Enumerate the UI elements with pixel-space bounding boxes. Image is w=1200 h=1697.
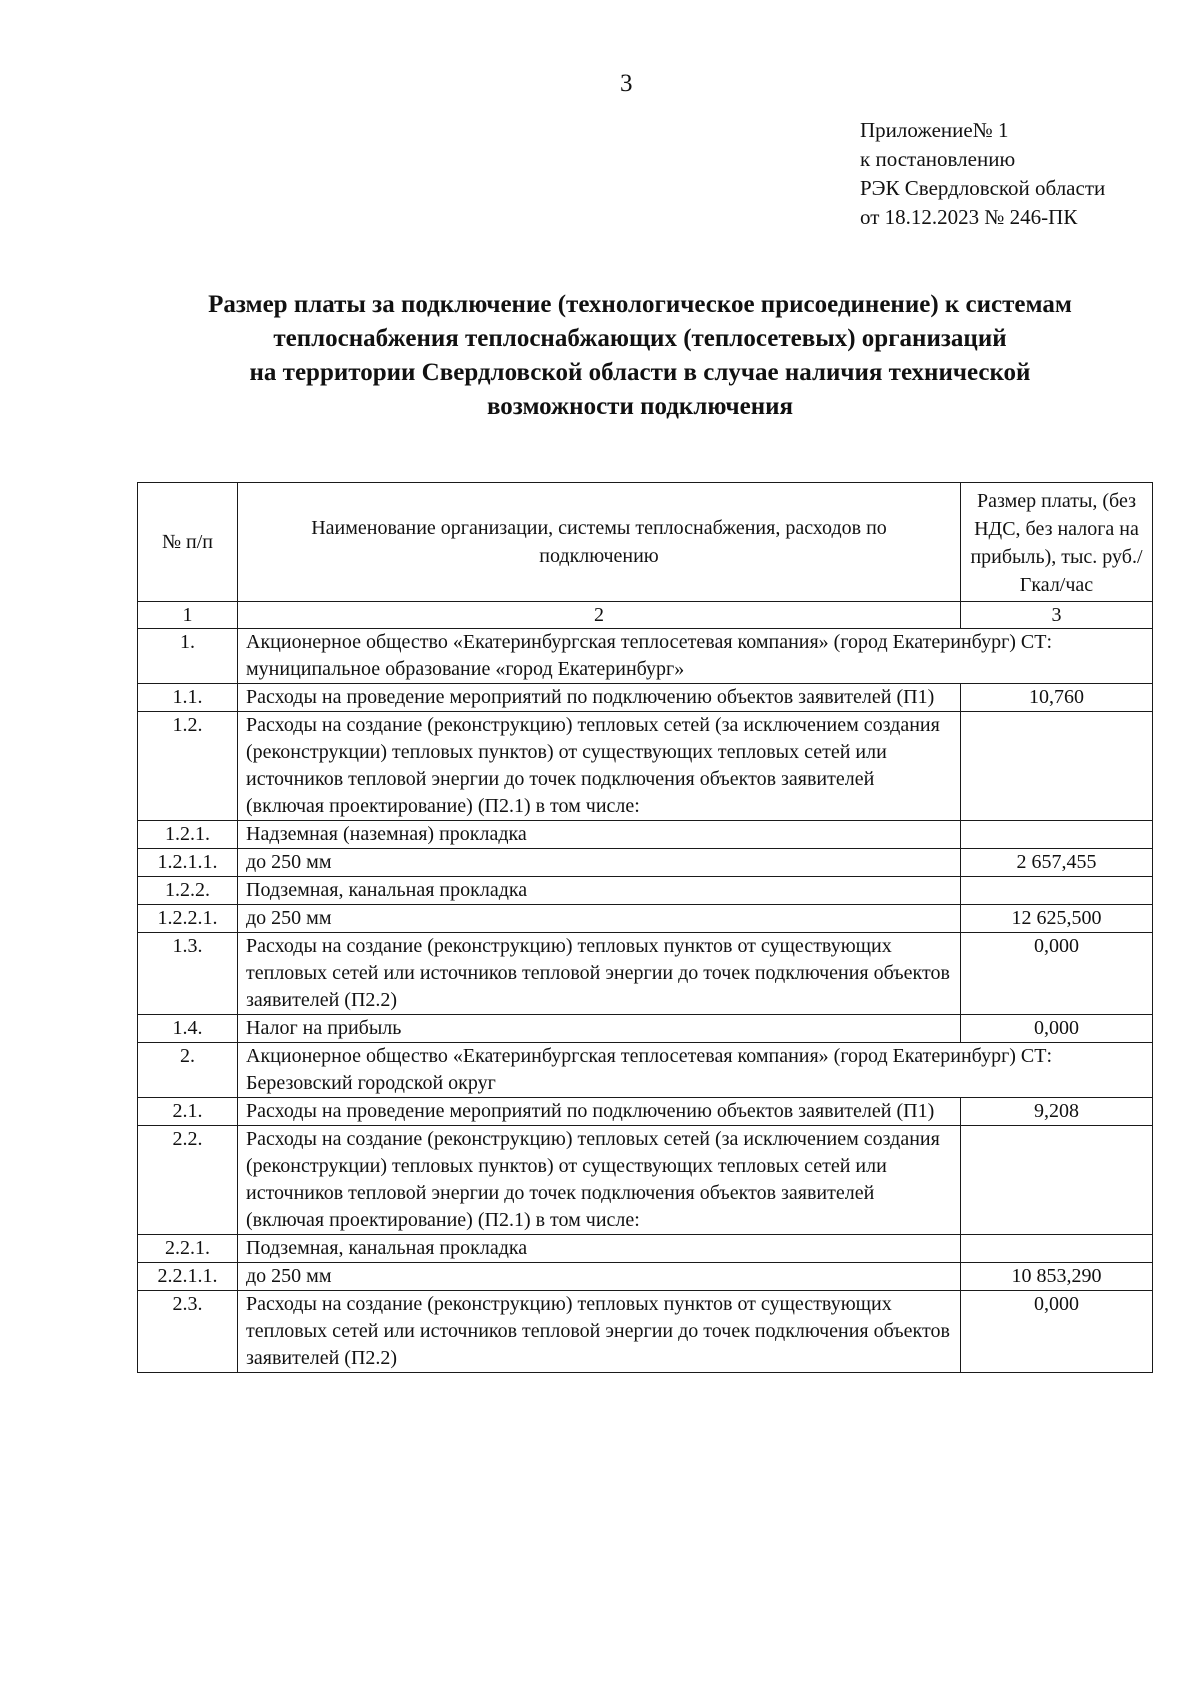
annex-line: РЭК Свердловской области — [860, 176, 1106, 200]
row-fee-value: 0,000 — [961, 1015, 1153, 1043]
row-number: 1. — [138, 629, 238, 684]
row-number: 1.2.1. — [138, 821, 238, 849]
table-row — [138, 849, 1153, 877]
column-index-row — [138, 602, 1153, 629]
annex-line: к постановлению — [860, 147, 1016, 171]
row-name: Расходы на создание (реконструкцию) тепловых сетей (за исключением создания (реконструкции) тепловых пунктов) от существующих тепловых сетей или источников тепловой энергии до точек подключения объектов заявителей (включая проектирование) (П2.1) в том числе: — [238, 1126, 961, 1235]
table-row — [138, 877, 1153, 905]
row-name: Расходы на создание (реконструкцию) тепловых пунктов от существующих тепловых сетей или источников тепловой энергии до точек подключения объектов заявителей (П2.2) — [238, 933, 961, 1015]
row-name: Расходы на проведение мероприятий по подключению объектов заявителей (П1) — [238, 684, 961, 712]
row-fee-value: 10,760 — [961, 684, 1153, 712]
title-line: на территории Свердловской области в случае наличия технической — [249, 359, 1031, 386]
page-number: 3 — [620, 70, 633, 97]
row-name: Расходы на создание (реконструкцию) тепловых пунктов от существующих тепловых сетей или источников тепловой энергии до точек подключения объектов заявителей (П2.2) — [238, 1291, 961, 1373]
table-row — [138, 1098, 1153, 1126]
row-fee-value: 2 657,455 — [961, 849, 1153, 877]
row-number: 1.3. — [138, 933, 238, 1015]
row-fee-value: 12 625,500 — [961, 905, 1153, 933]
row-name: Подземная, канальная прокладка — [238, 1235, 961, 1263]
row-number: 2. — [138, 1043, 238, 1098]
fee-table — [137, 482, 1153, 1373]
row-fee-value: 0,000 — [961, 933, 1153, 1015]
row-name: Акционерное общество «Екатеринбургская теплосетевая компания» (город Екатеринбург) СТ: муниципальное образование «город Екатеринбург» — [238, 629, 1153, 684]
row-number: 2.3. — [138, 1291, 238, 1373]
row-fee-value — [961, 1126, 1153, 1235]
title-line: теплоснабжения теплоснабжающих (теплосетевых) организаций — [273, 325, 1007, 352]
row-fee-value: 10 853,290 — [961, 1263, 1153, 1291]
row-name: Расходы на проведение мероприятий по подключению объектов заявителей (П1) — [238, 1098, 961, 1126]
row-number: 2.1. — [138, 1098, 238, 1126]
header-fee: Размер платы, (без НДС, без налога на прибыль), тыс. руб./Гкал/час — [961, 483, 1153, 602]
table-row — [138, 1235, 1153, 1263]
column-index: 3 — [961, 602, 1153, 629]
row-name: Расходы на создание (реконструкцию) тепловых сетей (за исключением создания (реконструкции) тепловых пунктов) от существующих тепловых сетей или источников тепловой энергии до точек подключения объектов заявителей (включая проектирование) (П2.1) в том числе: — [238, 712, 961, 821]
row-fee-value — [961, 877, 1153, 905]
row-number: 1.1. — [138, 684, 238, 712]
annex-line: Приложение№ 1 — [860, 118, 1009, 142]
annex-line: от 18.12.2023 № 246-ПК — [860, 205, 1078, 229]
table-row — [138, 712, 1153, 821]
row-number: 1.4. — [138, 1015, 238, 1043]
row-number: 1.2. — [138, 712, 238, 821]
document-title — [130, 288, 1150, 424]
table-row — [138, 933, 1153, 1015]
row-name: до 250 мм — [238, 905, 961, 933]
row-fee-value — [961, 1235, 1153, 1263]
row-fee-value — [961, 821, 1153, 849]
row-number: 2.2.1.1. — [138, 1263, 238, 1291]
table-row — [138, 1291, 1153, 1373]
row-name: Акционерное общество «Екатеринбургская теплосетевая компания» (город Екатеринбург) СТ: Березовский городской округ — [238, 1043, 1153, 1098]
column-index: 1 — [138, 602, 238, 629]
table-row — [138, 1263, 1153, 1291]
row-number: 2.2.1. — [138, 1235, 238, 1263]
table-row — [138, 905, 1153, 933]
row-fee-value: 0,000 — [961, 1291, 1153, 1373]
table-row — [138, 1043, 1153, 1098]
table-row — [138, 1015, 1153, 1043]
title-line: Размер платы за подключение (технологическое присоединение) к системам — [208, 291, 1072, 318]
column-index: 2 — [238, 602, 961, 629]
table-row — [138, 629, 1153, 684]
annex-block — [860, 116, 1105, 232]
title-line: возможности подключения — [486, 393, 794, 420]
row-number: 1.2.2.1. — [138, 905, 238, 933]
row-number: 1.2.1.1. — [138, 849, 238, 877]
row-name: Налог на прибыль — [238, 1015, 961, 1043]
row-name: Надземная (наземная) прокладка — [238, 821, 961, 849]
row-name: до 250 мм — [238, 849, 961, 877]
row-fee-value — [961, 712, 1153, 821]
row-number: 1.2.2. — [138, 877, 238, 905]
table-row — [138, 1126, 1153, 1235]
table-row — [138, 821, 1153, 849]
header-name: Наименование организации, системы теплоснабжения, расходов по подключению — [238, 483, 961, 602]
row-name: до 250 мм — [238, 1263, 961, 1291]
header-num: № п/п — [138, 483, 238, 602]
row-fee-value: 9,208 — [961, 1098, 1153, 1126]
row-name: Подземная, канальная прокладка — [238, 877, 961, 905]
table-header-row — [138, 483, 1153, 602]
table-row — [138, 684, 1153, 712]
row-number: 2.2. — [138, 1126, 238, 1235]
